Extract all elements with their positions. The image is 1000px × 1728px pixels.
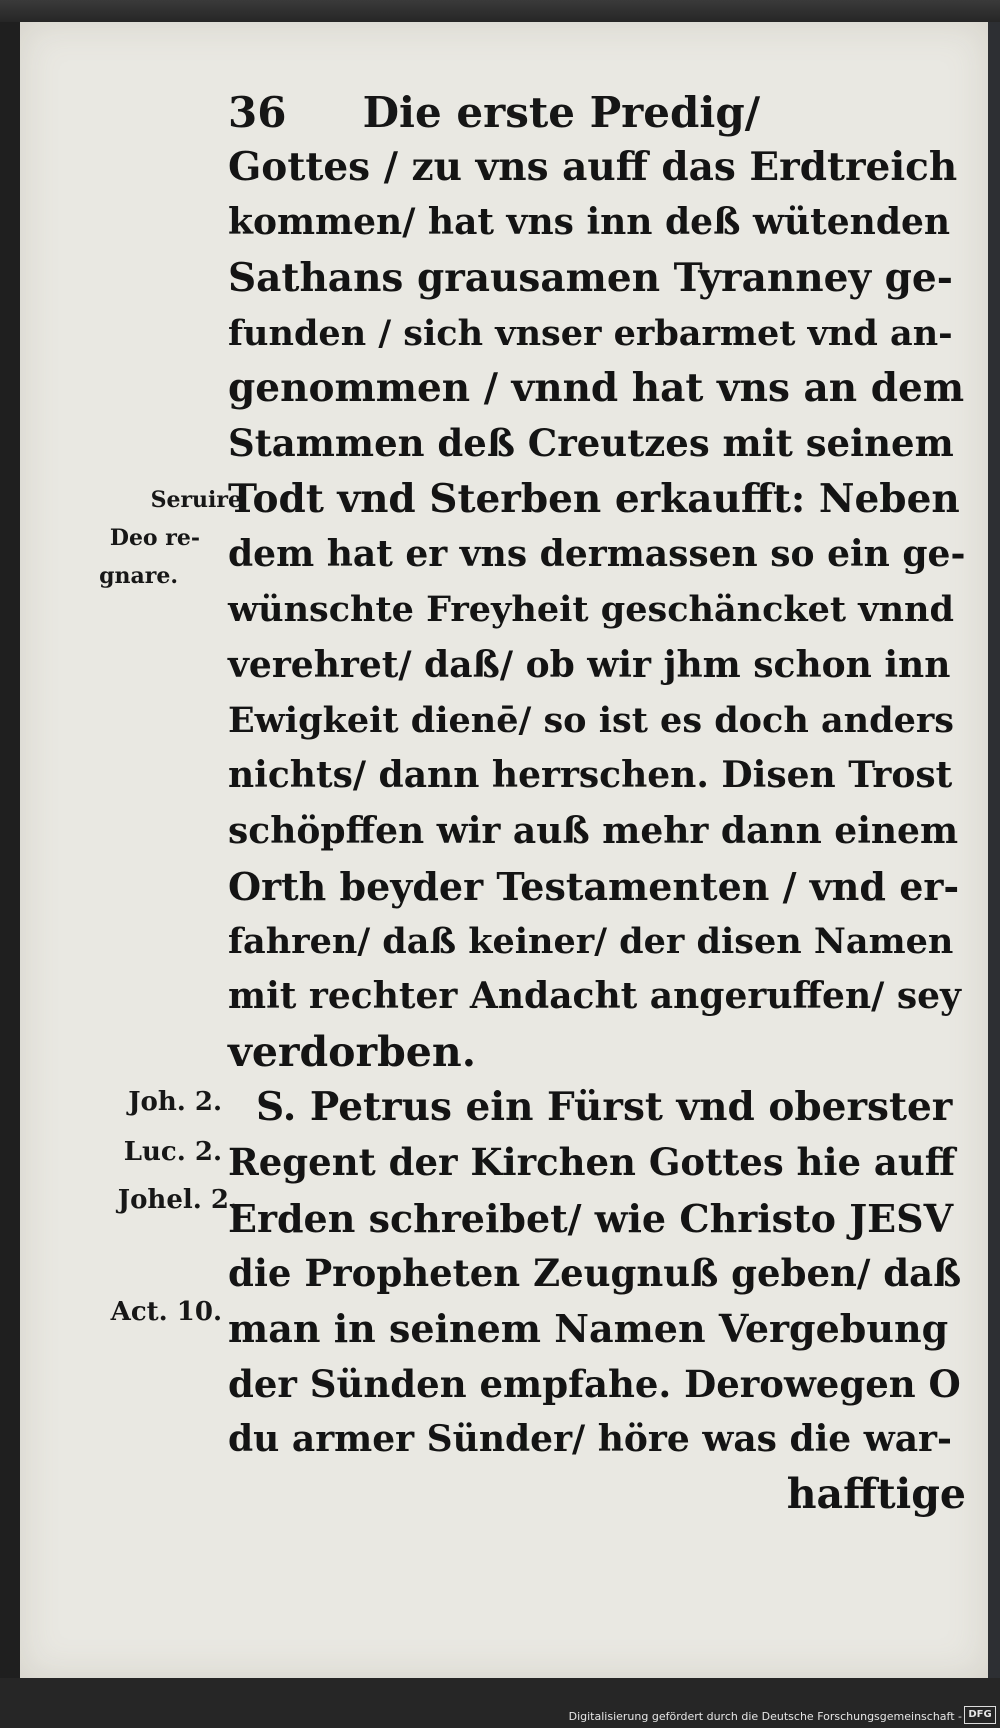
text-line: die Propheten Zeugnuß geben/ daß [228, 1250, 962, 1295]
text-line: fahren/ daß keiner/ der disen Namen [228, 921, 954, 963]
text-line: schöpffen wir auß mehr dann einem [228, 809, 959, 852]
text-line: Todt vnd Sterben erkaufft: Neben [228, 475, 960, 522]
text-line: Sathans grausamen Tyranney ge- [228, 254, 953, 301]
text-line: man in seinem Namen Vergebung [228, 1306, 949, 1352]
catchword: hafftige [786, 1470, 966, 1519]
text-line: S. Petrus ein Fürst vnd oberster [256, 1084, 953, 1131]
text-line: Erden schreibet/ wie Christo JESV [228, 1195, 954, 1241]
page-number: 36 [228, 88, 287, 137]
text-line: genommen / vnnd hat vns an dem [228, 365, 965, 412]
margin-note: gnare. [99, 563, 178, 589]
running-title: Die erste Predig/ [362, 88, 761, 137]
text-line: verdorben. [228, 1027, 476, 1076]
margin-note: Act. 10. [110, 1297, 222, 1327]
scan-border-top [0, 0, 1000, 22]
text-line: mit rechter Andacht angeruffen/ sey [228, 975, 961, 1018]
margin-note: Joh. 2. [128, 1087, 222, 1117]
text-line: der Sünden empfahe. Derowegen O [228, 1361, 961, 1406]
text-line: Gottes / zu vns auff das Erdtreich [228, 144, 958, 190]
margin-note: Deo re- [109, 525, 200, 551]
text-line: Orth beyder Testamenten / vnd er- [228, 863, 960, 909]
margin-note: Seruire [150, 487, 242, 513]
page-header [228, 88, 760, 137]
text-line: nichts/ dann herrschen. Disen Trost [228, 754, 953, 797]
margin-note: Luc. 2. [123, 1137, 222, 1167]
text-line: Ewigkeit dienē/ so ist es doch anders [228, 699, 954, 741]
text-line: wünschte Freyheit geschäncket vnnd [228, 589, 954, 631]
text-line: du armer Sünder/ höre was die war- [228, 1417, 952, 1460]
text-line: Stammen deß Creutzes mit seinem [228, 421, 954, 466]
digitization-credit: Digitalisierung gefördert durch die Deutsche Forschungsgemeinschaft - [568, 1710, 962, 1723]
text-line: Regent der Kirchen Gottes hie auff [228, 1140, 956, 1185]
margin-note: Johel. 2. [117, 1185, 238, 1215]
text-line: verehret/ daß/ ob wir jhm schon inn [228, 643, 951, 686]
text-line: dem hat er vns dermassen so ein ge- [228, 533, 966, 576]
body-text [228, 140, 966, 1522]
text-line: kommen/ hat vns inn deß wütenden [228, 201, 951, 244]
text-line: funden / sich vnser erbarmet vnd an- [228, 312, 953, 354]
dfg-logo: DFG [964, 1706, 996, 1724]
